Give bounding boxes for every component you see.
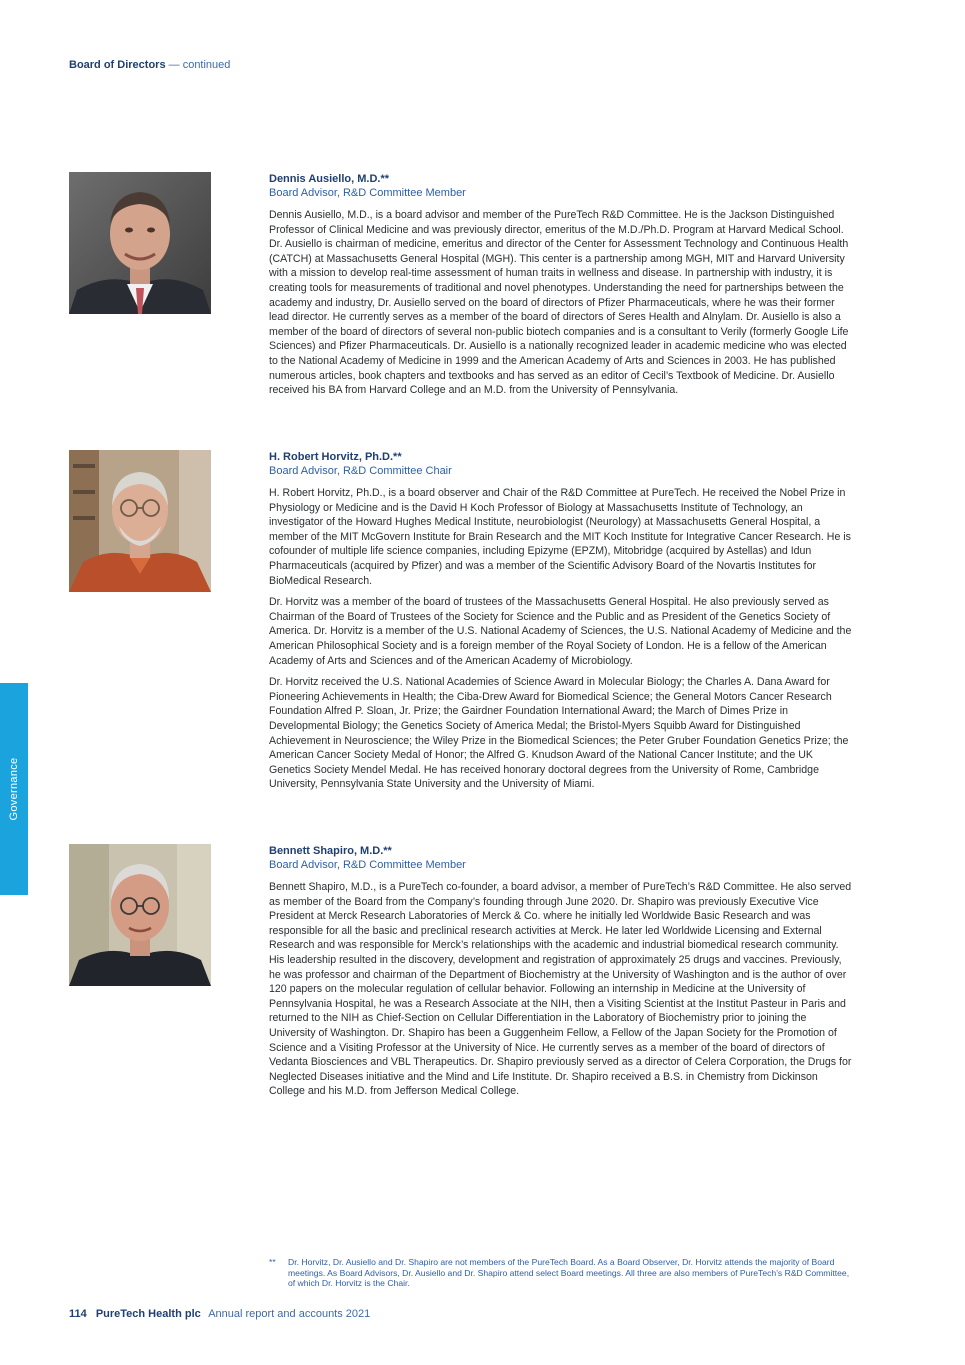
bio-paragraph: H. Robert Horvitz, Ph.D., is a board observer and Chair of the R&D Committee at PureTech. He received the Nobel Prize in Physiology or Medicine and is the David H Koch Professor of Biology at Massachusetts Institute of Technology, an investigator of the Howard Hughes Medical Institute, neurobiologist (Neurology) at Massachusetts General Hospital, a member of the MIT McGovern Institute for Brain Research and the MIT Koch Institute for Integrative Cancer Research. He is cofounder of multiple life science companies, including Epizyme (EPZM), Mitobridge (acquired by Astellas) and Idun Pharmaceuticals (acquired by Pfizer) and was a member of the Scientific Advisory Board of the Novartis Institutes for BioMedical Research.: [269, 487, 851, 587]
bio-paragraph: Dennis Ausiello, M.D., is a board advisor and member of the PureTech R&D Committee. He is the Jackson Distinguished Professor of Clinical Medicine and was previously director, emeritus of the M.D./Ph.D. Program at Harvard Medical School. Dr. Ausiello is chairman of medicine, emeritus and director of the Center for Assessment Technology and Continuous Health (CATCH) at Massachusetts General Hospital (MGH). This center is a partnership among MGH, MIT and Harvard University with a mission to develop real-time assessment of human traits in wellness and disease. In partnership with industry, it is creating tools for measurements of traditional and novel phenotypes. Understanding the need for partnerships between the academy and industry, Dr. Ausiello served on the board of directors of Pfizer Pharmaceuticals, where he was their former lead director. He currently serves as a member of the board of directors of Seres Health and Alnylam. Dr. Ausiello is also a member of the board of directors of several non-public biotech companies and is a consultant to Verily (formerly Google Life Sciences) and Pfizer Pharmaceuticals. Dr. Ausiello is a nationally recognized leader in academic medicine who was elected to the National Academy of Medicine in 1999 and the American Academy of Arts and Sciences in 2003. He has published numerous articles, book chapters and textbooks and has served as an editor of Cecil’s Textbook of Medicine. Dr. Ausiello received his BA from Harvard College and an M.D. from the University of Pennsylvania.: [269, 209, 849, 397]
bio-role: Board Advisor, R&D Committee Member: [269, 187, 466, 199]
portrait-h-robert-horvitz: [69, 450, 211, 592]
bio-paragraph: Dr. Horvitz received the U.S. National Academies of Science Award in Molecular Biology; the Charles A. Dana Award for Pioneering Achievements in Health; the Ciba-Drew Award for Biomedical Science; the General Motors Cancer Research Foundation Alfred P. Sloan, Jr. Prize; the Gairdner Foundation International Award; the March of Dimes Prize in Developmental Biology; the Genetics Society of America Medal; the Bristol-Myers Squibb Award for Distinguished Achievement in Neuroscience; the Wiley Prize in the Biomedical Sciences; the Peter Gruber Foundation Genetics Prize; the American Cancer Society Medal of Honor; the Alfred G. Knudson Award of the National Cancer Institute; and the UK Genetics Society Mendel Medal. He has received honorary doctoral degrees from the University of Rome, Cambridge University, Pennsylvania State University and the University of Miami.: [269, 676, 849, 791]
company-name: PureTech Health plc: [95, 1308, 201, 1320]
footnote-text: Dr. Horvitz, Dr. Ausiello and Dr. Shapiro are not members of the PureTech Board. As a Board Observer, Dr. Horvitz attends the majority of Board meetings. As Board Advisors, Dr. Ausiello and Dr. Shapiro attend select Board meetings. All three are also members of PureTech’s R&D Committee, of which Dr. Horvitz is the Chair.: [288, 1257, 850, 1288]
side-tab-label: Governance: [8, 757, 20, 821]
bio-name: H. Robert Horvitz, Ph.D.**: [269, 451, 402, 463]
portrait-dennis-ausiello: [69, 172, 211, 314]
bio-dennis-ausiello: [269, 172, 852, 405]
section-side-tab[interactable]: [0, 683, 28, 895]
bio-paragraph: Dr. Horvitz was a member of the board of trustees of the Massachusetts General Hospital. He also previously served as Chairman of the Board of Trustees of the Society for Science and the Public and as President of the Genetics Society of America. Dr. Horvitz is a member of the U.S. National Academy of Sciences, the U.S. National Academy of Medicine and the American Philosophical Society and is a foreign member of the Royal Society of London. He is a fellow of the American Academy of Arts and Sciences and of the American Academy of Microbiology.: [269, 596, 852, 667]
running-header: [69, 59, 230, 71]
page-footer: [69, 1308, 370, 1320]
bio-role: Board Advisor, R&D Committee Member: [269, 859, 466, 871]
header-section: Board of Directors: [69, 59, 166, 71]
bio-name: Bennett Shapiro, M.D.**: [269, 845, 392, 857]
page-number: 114: [69, 1308, 87, 1320]
bio-bennett-shapiro: [269, 844, 852, 1106]
bio-paragraph: Bennett Shapiro, M.D., is a PureTech co-founder, a board advisor, a member of PureTech’s R&D Committee. He also served as member of the Board from the Company’s founding through June 2020. Dr. Shapiro was previously Executive Vice President at Merck Research Laboratories of Merck & Co. where he initially led Worldwide Basic Research and was responsible for all the basic and preclinical research activities at Merck. He later led Worldwide Licensing and External Research and was responsible for Merck’s relationships with the academic and industrial biomedical research community. His leadership resulted in the discovery, development and registration of approximately 25 drugs and vaccines. Previously, he was professor and chairman of the Department of Biochemistry at the University of Washington and is the author of over 120 papers on the molecular regulation of cellular behavior. Following an internship in Medicine at the University of Pennsylvania Hospital, he was a Research Associate at the NIH, then a Visiting Scientist at the Institut Pasteur in Paris and returned to the NIH as Chief-Section on Cellular Differentiation in the Laboratory of Biochemistry prior to joining the University of Washington. Dr. Shapiro has been a Guggenheim Fellow, a Fellow of the Japan Society for the Promotion of Science and a Visiting Professor at the University of Nice. He currently serves as a member of the board of directors of Vedanta Biosciences and VBL Therapeutics. Dr. Shapiro previously served as a director of Celera Corporation, the Drugs for Neglected Diseases initiative and the Mind and Life Institute. Dr. Shapiro received a B.S. in Chemistry from Dickinson College and his M.D. from Jefferson Medical College.: [269, 881, 852, 1098]
footnote: [269, 1257, 852, 1289]
header-suffix: — continued: [168, 59, 231, 71]
bio-h-robert-horvitz: [269, 450, 852, 799]
bio-role: Board Advisor, R&D Committee Chair: [269, 465, 452, 477]
footnote-mark: **: [269, 1257, 276, 1267]
bio-name: Dennis Ausiello, M.D.**: [269, 173, 390, 185]
report-title: Annual report and accounts 2021: [208, 1308, 371, 1320]
portrait-bennett-shapiro: [69, 844, 211, 986]
